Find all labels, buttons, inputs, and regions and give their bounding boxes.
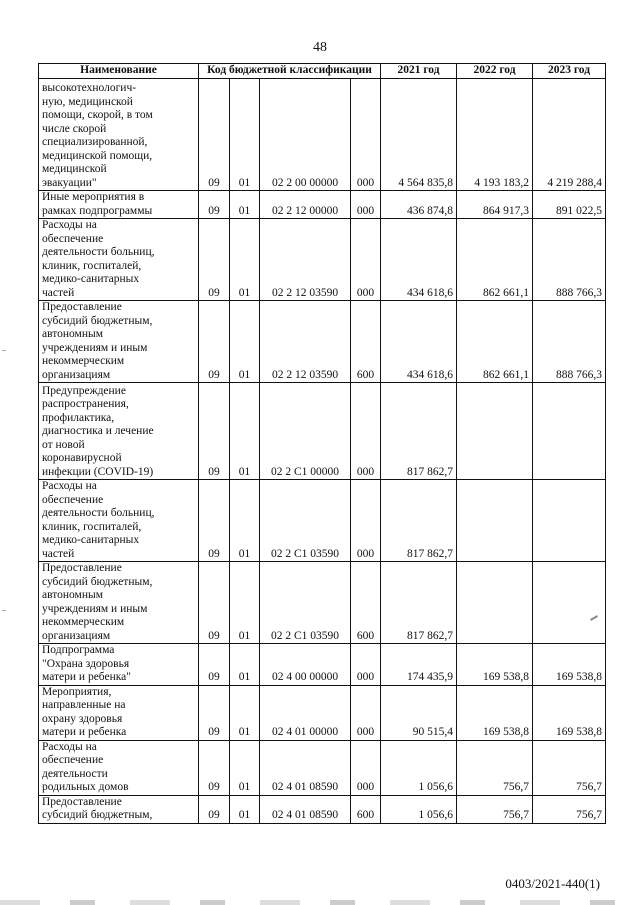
value-2021-cell: 174 435,9 [381,644,457,686]
value-2022-cell: 169 538,8 [457,685,533,740]
value-2022-cell: 862 661,1 [457,301,533,383]
code-subsection-cell: 01 [230,644,260,686]
value-2022-cell: 4 193 183,2 [457,79,533,191]
code-target-cell: 02 2 12 00000 [260,191,351,219]
row-name-cell: Предоставление субсидий бюджетным, автономным учреждениям и иным некоммерческим организациям [39,301,199,383]
code-expense-type-cell: 600 [351,795,381,823]
table-row [39,480,606,562]
header-2023: 2023 год [533,64,606,79]
value-2021-cell: 4 564 835,8 [381,79,457,191]
table-row [39,740,606,795]
code-section-cell: 09 [199,562,230,644]
header-code: Код бюджетной классификации [199,64,381,79]
value-2021-cell: 817 862,7 [381,383,457,480]
budget-table [38,63,606,824]
row-name-cell: Предоставление субсидий бюджетным, [39,795,199,823]
header-name: Наименование [39,64,199,79]
code-section-cell: 09 [199,795,230,823]
code-section-cell: 09 [199,383,230,480]
code-target-cell: 02 2 C1 00000 [260,383,351,480]
value-2022-cell: 862 661,1 [457,219,533,301]
code-section-cell: 09 [199,480,230,562]
code-section-cell: 09 [199,740,230,795]
row-name-cell: высокотехнологич- ную, медицинской помощи, скорой, в том числе скорой специализированной, медицинской помощи, медицинской эвакуации" [39,79,199,191]
value-2021-cell: 434 618,6 [381,301,457,383]
page-number: 48 [313,40,327,55]
code-expense-type-cell: 000 [351,79,381,191]
value-2023-cell: 888 766,3 [533,301,606,383]
table-row [39,79,606,191]
table-row [39,301,606,383]
table-body [39,79,606,824]
row-name-cell: Иные мероприятия в рамках подпрограммы [39,191,199,219]
row-name-cell: Расходы на обеспечение деятельности родильных домов [39,740,199,795]
table-row [39,191,606,219]
table-row [39,644,606,686]
code-subsection-cell: 01 [230,79,260,191]
header-2021: 2021 год [381,64,457,79]
value-2022-cell [457,383,533,480]
value-2023-cell: 169 538,8 [533,644,606,686]
value-2022-cell [457,562,533,644]
value-2023-cell: 4 219 288,4 [533,79,606,191]
row-name-cell: Подпрограмма "Охрана здоровья матери и ребенка" [39,644,199,686]
value-2023-cell [533,480,606,562]
value-2023-cell: 756,7 [533,740,606,795]
code-subsection-cell: 01 [230,301,260,383]
code-subsection-cell: 01 [230,562,260,644]
code-expense-type-cell: 000 [351,219,381,301]
code-subsection-cell: 01 [230,219,260,301]
value-2023-cell: 891 022,5 [533,191,606,219]
row-name-cell: Расходы на обеспечение деятельности больниц, клиник, госпиталей, медико-санитарных частей [39,219,199,301]
row-name-cell: Мероприятия, направленные на охрану здоровья матери и ребенка [39,685,199,740]
code-target-cell: 02 2 12 03590 [260,301,351,383]
code-expense-type-cell: 000 [351,740,381,795]
code-expense-type-cell: 600 [351,301,381,383]
value-2023-cell: 888 766,3 [533,219,606,301]
code-subsection-cell: 01 [230,685,260,740]
row-name-cell: Предупреждение распространения, профилактика, диагностика и лечение от новой коронавирусной инфекции (COVID-19) [39,383,199,480]
value-2021-cell: 90 515,4 [381,685,457,740]
code-target-cell: 02 2 12 03590 [260,219,351,301]
value-2022-cell: 756,7 [457,740,533,795]
code-expense-type-cell: 600 [351,562,381,644]
code-target-cell: 02 2 00 00000 [260,79,351,191]
header-2022: 2022 год [457,64,533,79]
value-2021-cell: 817 862,7 [381,480,457,562]
value-2023-cell [533,562,606,644]
scan-edge [0,900,640,905]
value-2021-cell: 817 862,7 [381,562,457,644]
row-name-cell: Предоставление субсидий бюджетным, автономным учреждениям и иным некоммерческим организациям [39,562,199,644]
value-2022-cell: 864 917,3 [457,191,533,219]
code-section-cell: 09 [199,685,230,740]
code-section-cell: 09 [199,79,230,191]
value-2021-cell: 1 056,6 [381,740,457,795]
value-2022-cell [457,480,533,562]
value-2023-cell: 756,7 [533,795,606,823]
code-subsection-cell: 01 [230,383,260,480]
code-target-cell: 02 4 01 00000 [260,685,351,740]
code-expense-type-cell: 000 [351,644,381,686]
code-section-cell: 09 [199,219,230,301]
code-target-cell: 02 2 C1 03590 [260,480,351,562]
value-2022-cell: 756,7 [457,795,533,823]
code-target-cell: 02 4 01 08590 [260,795,351,823]
row-name-cell: Расходы на обеспечение деятельности больниц, клиник, госпиталей, медико-санитарных частей [39,480,199,562]
scan-mark [2,350,6,351]
code-section-cell: 09 [199,644,230,686]
value-2021-cell: 1 056,6 [381,795,457,823]
table-row [39,685,606,740]
value-2021-cell: 436 874,8 [381,191,457,219]
code-subsection-cell: 01 [230,795,260,823]
code-expense-type-cell: 000 [351,191,381,219]
code-section-cell: 09 [199,301,230,383]
table-row [39,219,606,301]
code-subsection-cell: 01 [230,191,260,219]
code-target-cell: 02 2 C1 03590 [260,562,351,644]
code-expense-type-cell: 000 [351,383,381,480]
value-2023-cell [533,383,606,480]
code-expense-type-cell: 000 [351,685,381,740]
code-subsection-cell: 01 [230,740,260,795]
code-target-cell: 02 4 01 08590 [260,740,351,795]
code-section-cell: 09 [199,191,230,219]
table-row [39,795,606,823]
value-2021-cell: 434 618,6 [381,219,457,301]
table-row [39,383,606,480]
value-2023-cell: 169 538,8 [533,685,606,740]
table-row [39,562,606,644]
document-code: 0403/2021-440(1) [505,876,600,891]
table-header-row [39,64,606,79]
code-expense-type-cell: 000 [351,480,381,562]
value-2022-cell: 169 538,8 [457,644,533,686]
code-subsection-cell: 01 [230,480,260,562]
scan-mark [2,610,6,611]
code-target-cell: 02 4 00 00000 [260,644,351,686]
